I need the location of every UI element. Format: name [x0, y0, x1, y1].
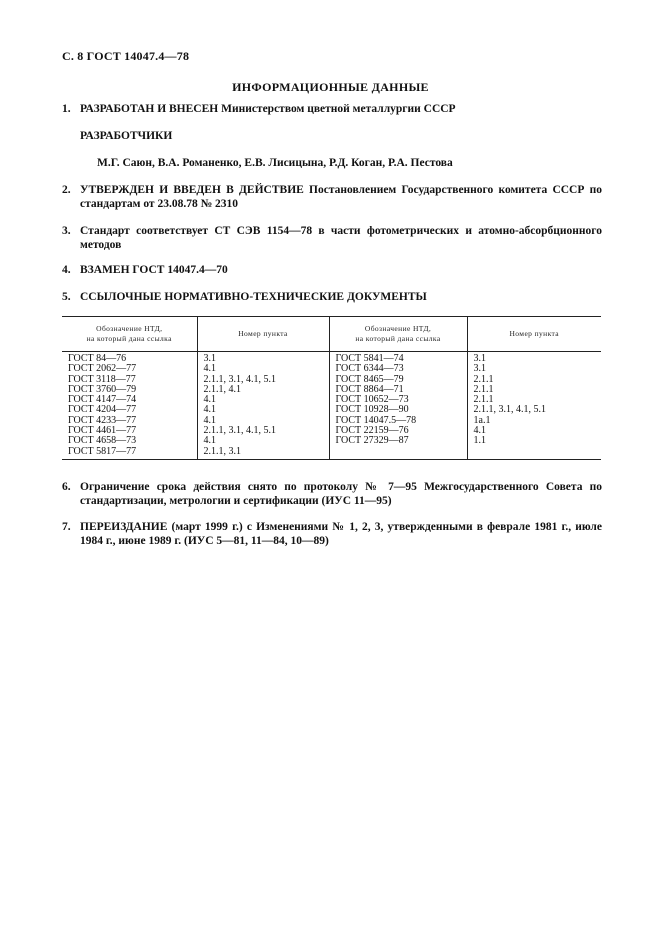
table-row: ГОСТ 3760—79 2.1.1, 4.1 ГОСТ 8864—71 2.1.1	[62, 385, 601, 395]
section-7	[62, 520, 602, 548]
section-6-text: Ограничение срока действия снято по протоколу № 7—95 Межгосударственного Совета по стандартизации, метрологии и сертификации (ИУС 11—95)	[80, 481, 602, 507]
section-2-text: УТВЕРЖДЕН И ВВЕДЕН В ДЕЙСТВИЕ Постановлением Государственного комитета СССР по стандартам от 23.08.78 № 2310	[80, 184, 602, 210]
section-1-text: РАЗРАБОТАН И ВНЕСЕН Министерством цветной металлургии СССР	[80, 103, 456, 115]
section-2-number: 2.	[62, 184, 71, 196]
section-4-text: ВЗАМЕН ГОСТ 14047.4—70	[80, 264, 228, 276]
section-5-text: ССЫЛОЧНЫЕ НОРМАТИВНО-ТЕХНИЧЕСКИЕ ДОКУМЕНТЫ	[80, 291, 427, 303]
section-6-number: 6.	[62, 481, 71, 493]
section-2	[62, 183, 602, 211]
developers-label: РАЗРАБОТЧИКИ	[80, 130, 173, 142]
table-row: ГОСТ 3118—77 2.1.1, 3.1, 4.1, 5.1 ГОСТ 8465—79 2.1.1	[62, 375, 601, 385]
section-7-number: 7.	[62, 521, 71, 533]
section-5	[62, 290, 602, 304]
table-row: ГОСТ 4204—77 4.1 ГОСТ 10928—90 2.1.1, 3.1, 4.1, 5.1	[62, 405, 601, 415]
section-3-number: 3.	[62, 225, 71, 237]
section-3	[62, 224, 602, 252]
section-4	[62, 263, 602, 277]
section-4-number: 4.	[62, 264, 71, 276]
header-item-left: Номер пункта	[197, 317, 329, 352]
section-1	[62, 102, 602, 116]
table-row: ГОСТ 84—76 3.1 ГОСТ 5841—74 3.1	[62, 352, 601, 365]
page-header: С. 8 ГОСТ 14047.4—78	[62, 49, 190, 63]
section-3-text: Стандарт соответствует СТ СЭВ 1154—78 в части фотометрических и атомно-абсорбционного методов	[80, 225, 602, 251]
table-row: ГОСТ 4233—77 4.1 ГОСТ 14047.5—78 1а.1	[62, 416, 601, 426]
header-document-left: Обозначение НТД, на который дана ссылка	[62, 317, 197, 352]
developers-list: М.Г. Саюн, В.А. Романенко, Е.В. Лисицына, Р.Д. Коган, Р.А. Пестова	[97, 157, 453, 169]
table-header-row	[62, 317, 601, 352]
header-document-right: Обозначение НТД, на который дана ссылка	[329, 317, 467, 352]
references-table	[62, 316, 601, 460]
header-item-right: Номер пункта	[467, 317, 601, 352]
table-row: ГОСТ 4658—73 4.1 ГОСТ 27329—87 1.1	[62, 436, 601, 446]
section-5-number: 5.	[62, 291, 71, 303]
table-row: ГОСТ 5817—77 2.1.1, 3.1	[62, 447, 601, 460]
table-row: ГОСТ 4147—74 4.1 ГОСТ 10652—73 2.1.1	[62, 395, 601, 405]
section-1-number: 1.	[62, 103, 71, 115]
section-7-text: ПЕРЕИЗДАНИЕ (март 1999 г.) с Изменениями № 1, 2, 3, утвержденными в феврале 1981 г., июле 1984 г., июне 1989 г. (ИУС 5—81, 11—84, 10—89)	[80, 521, 602, 547]
table-row: ГОСТ 4461—77 2.1.1, 3.1, 4.1, 5.1 ГОСТ 22159—76 4.1	[62, 426, 601, 436]
section-6	[62, 480, 602, 508]
table-row: ГОСТ 2062—77 4.1 ГОСТ 6344—73 3.1	[62, 364, 601, 374]
page-title: ИНФОРМАЦИОННЫЕ ДАННЫЕ	[232, 80, 429, 94]
